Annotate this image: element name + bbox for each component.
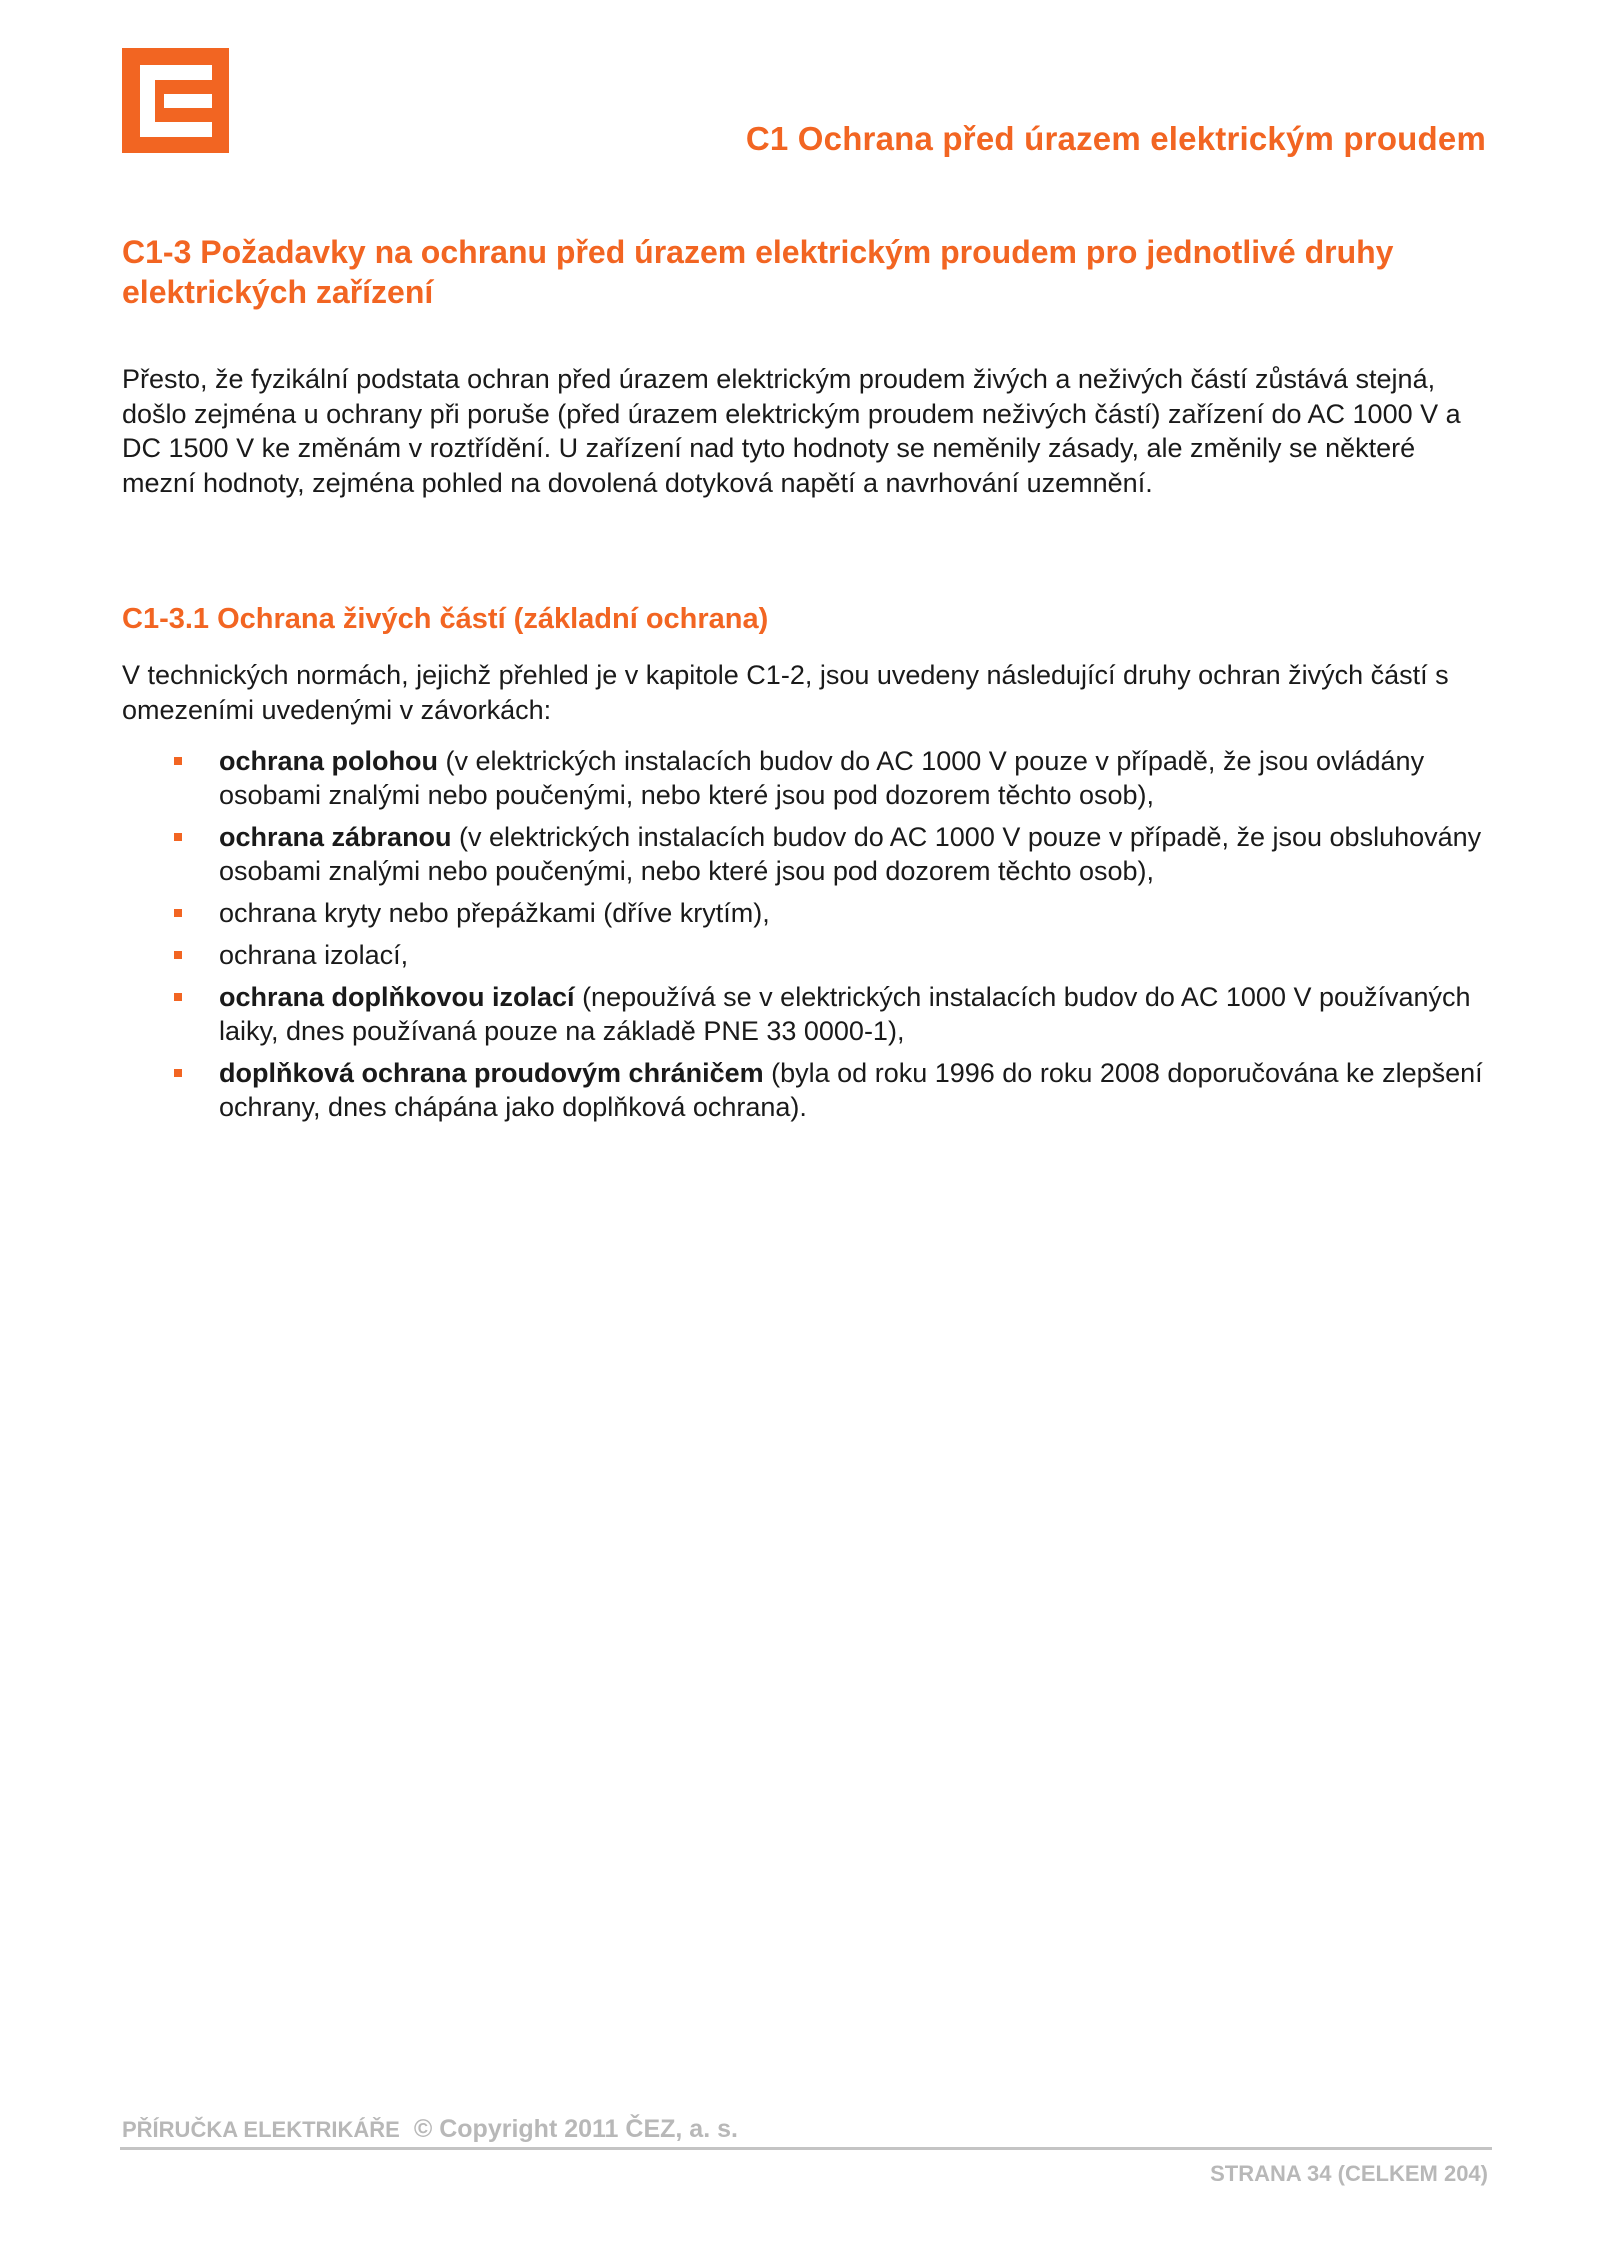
footer-publication-title: PŘÍRUČKA ELEKTRIKÁŘE [122,2117,400,2142]
list-item [122,820,1492,888]
list-item-text: (byla od roku 1996 do roku 2008 doporučována ke zlepšení ochrany, dnes chápána jako doplňková ochrana). [219,1058,1483,1122]
list-item-text: ochrana izolací, [219,940,409,970]
list-item-text: (v elektrických instalacích budov do AC 1000 V pouze v případě, že jsou ovládány osobami znalými nebo poučenými, nebo které jsou pod dozorem těchto osob), [219,746,1425,810]
section-title: C1-3 Požadavky na ochranu před úrazem elektrickým proudem pro jednotlivé druhy elektrických zařízení [122,234,1394,310]
list-item [122,980,1492,1048]
footer-divider [120,2147,1492,2150]
subsection-paragraph: V technických normách, jejichž přehled je v kapitole C1-2, jsou uvedeny následující druhy ochran živých částí s omezeními uvedenými v závorkách: [122,660,1449,725]
list-item-term: ochrana doplňkovou izolací [219,982,575,1012]
square-bullet-icon [174,951,182,959]
list-item-text: ochrana kryty nebo přepážkami (dříve krytím), [219,898,770,928]
chapter-header: C1 Ochrana před úrazem elektrickým proudem [745,120,1486,157]
intro-paragraph: Přesto, že fyzikální podstata ochran před úrazem elektrickým proudem živých a neživých částí zůstává stejná, došlo zejména u ochrany při poruše (před úrazem elektrickým proudem neživých částí) zařízení do AC 1000 V a DC 1500 V ke změnám v roztřídění. U zařízení nad tyto hodnoty se neměnily zásady, ale změnily se některé mezní hodnoty, zejména pohled na dovolená dotyková napětí a navrhování uzemnění. [122,364,1461,498]
footer-publication [122,2115,738,2144]
square-bullet-icon [174,993,182,1001]
square-bullet-icon [174,909,182,917]
list-item-text: (v elektrických instalacích budov do AC 1000 V pouze v případě, že jsou obsluhovány osobami znalými nebo poučenými, nebo které jsou pod dozorem těchto osob), [219,822,1482,886]
subsection-title: C1-3.1 Ochrana živých částí (základní ochrana) [122,603,769,635]
list-item [122,938,1492,972]
footer-copyright: © Copyright 2011 ČEZ, a. s. [413,2115,738,2143]
list-item-term: ochrana polohou [219,746,438,776]
list-item-term: doplňková ochrana proudovým chráničem [219,1058,764,1088]
list-item-term: ochrana zábranou [219,822,452,852]
protection-list [122,744,1492,1132]
list-item-text: (nepoužívá se v elektrických instalacích budov do AC 1000 V používaných laiky, dnes používaná pouze na základě PNE 33 0000-1), [219,982,1471,1046]
square-bullet-icon [174,757,182,765]
square-bullet-icon [174,1069,182,1077]
square-bullet-icon [174,833,182,841]
list-item [122,896,1492,930]
list-item [122,744,1492,812]
footer-page-number: STRANA 34 (CELKEM 204) [1210,2161,1488,2186]
cez-logo-icon [122,48,229,153]
list-item [122,1056,1492,1124]
